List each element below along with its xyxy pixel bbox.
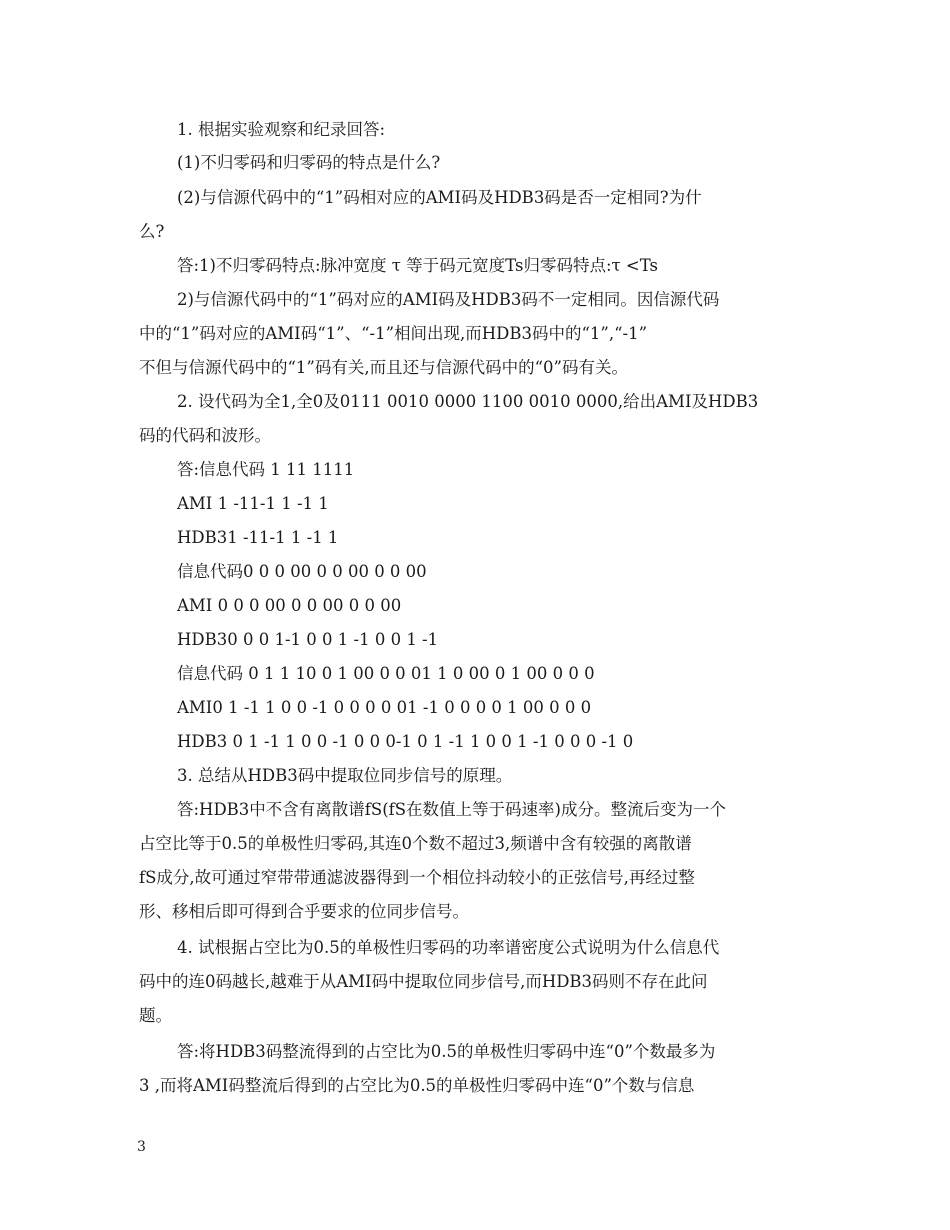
- question-1-part-1: (1)不归零码和归零码的特点是什么?: [177, 153, 441, 172]
- page-number: 3: [137, 1139, 146, 1155]
- answer-2-ami-1: AMI 1 -11-1 1 -1 1: [177, 494, 329, 513]
- answer-2-ami-mixed: AMI0 1 -1 1 0 0 -1 0 0 0 0 01 -1 0 0 0 0 1 00 0 0 0: [177, 698, 592, 717]
- answer-3-line-4: 形、移相后即可得到合乎要求的位同步信号。: [139, 902, 469, 921]
- answer-2-hdb3-0: HDB30 0 0 1-1 0 0 1 -1 0 0 1 -1: [177, 630, 439, 649]
- answer-1-line-2: 2)与信源代码中的“1”码对应的AMI码及HDB3码不一定相同。因信源代码: [177, 290, 720, 309]
- answer-1-line-4: 不但与信源代码中的“1”码有关,而且还与信源代码中的“0”码有关。: [139, 358, 628, 377]
- answer-4-line-2: 3 ,而将AMI码整流后得到的占空比为0.5的单极性归零码中连“0”个数与信息: [139, 1076, 695, 1095]
- question-4-line-3: 题。: [139, 1006, 172, 1025]
- question-1-heading: 1. 根据实验观察和纪录回答:: [177, 120, 386, 139]
- question-4-line-1: 4. 试根据占空比为0.5的单极性归零码的功率谱密度公式说明为什么信息代: [177, 938, 720, 957]
- question-1-part-2-cont: 么?: [139, 222, 165, 241]
- answer-2-hdb3-1: HDB31 -11-1 1 -1 1: [177, 528, 339, 547]
- answer-4-line-1: 答:将HDB3码整流得到的占空比为0.5的单极性归零码中连“0”个数最多为: [177, 1042, 716, 1061]
- question-4-line-2: 码中的连0码越长,越难于从AMI码中提取位同步信号,而HDB3码则不存在此问: [139, 972, 708, 991]
- answer-1-line-1: 答:1)不归零码特点:脉冲宽度 τ 等于码元宽度Ts归零码特点:τ <Ts: [177, 256, 658, 275]
- answer-2-info-code-1: 答:信息代码 1 11 1111: [177, 460, 355, 479]
- question-2-line-2: 码的代码和波形。: [139, 426, 271, 445]
- answer-2-info-code-0: 信息代码0 0 0 00 0 0 00 0 0 00: [177, 562, 427, 581]
- question-1-part-2: (2)与信源代码中的“1”码相对应的AMI码及HDB3码是否一定相同?为什: [177, 188, 702, 207]
- answer-3-line-1: 答:HDB3中不含有离散谱fS(fS在数值上等于码速率)成分。整流后变为一个: [177, 800, 726, 819]
- question-3: 3. 总结从HDB3码中提取位同步信号的原理。: [177, 766, 513, 785]
- answer-2-ami-0: AMI 0 0 0 00 0 0 00 0 0 00: [177, 596, 402, 615]
- answer-2-info-code-mixed: 信息代码 0 1 1 10 0 1 00 0 0 01 1 0 00 0 1 00 0 0 0: [177, 664, 595, 683]
- answer-2-hdb3-mixed: HDB3 0 1 -1 1 0 0 -1 0 0 0-1 0 1 -1 1 0 0 1 -1 0 0 0 -1 0: [177, 732, 634, 751]
- answer-3-line-3: fS成分,故可通过窄带带通滤波器得到一个相位抖动较小的正弦信号,再经过整: [139, 868, 695, 887]
- answer-3-line-2: 占空比等于0.5的单极性归零码,其连0个数不超过3,频谱中含有较强的离散谱: [139, 834, 692, 853]
- question-2-line-1: 2. 设代码为全1,全0及0111 0010 0000 1100 0010 0000,给出AMI及HDB3: [177, 392, 759, 411]
- answer-1-line-3: 中的“1”码对应的AMI码“1”、“-1”相间出现,而HDB3码中的“1”,“-1”: [139, 324, 648, 343]
